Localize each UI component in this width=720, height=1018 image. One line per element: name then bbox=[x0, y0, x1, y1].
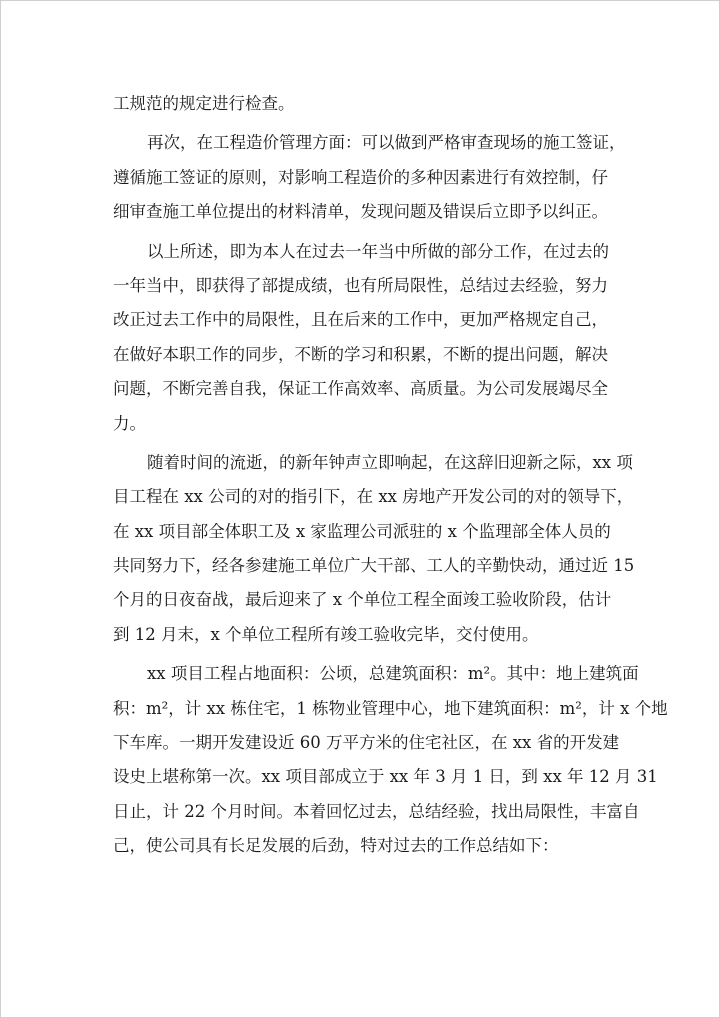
paragraph-line: 细审查施工单位提出的材料清单，发现问题及错误后立即予以纠正。 bbox=[113, 202, 608, 222]
paragraph-line: 在 xx 项目部全体职工及 x 家监理公司派驻的 x 个监理部全体人员的 bbox=[113, 521, 611, 541]
paragraph-4 bbox=[113, 446, 635, 652]
paragraph-line: 日止，计 22 个月时间。本着回忆过去，总结经验，找出局限性，丰富自 bbox=[113, 801, 640, 821]
paragraph-3 bbox=[113, 235, 613, 441]
paragraph-line: 到 12 月末，x 个单位工程所有竣工验收完毕，交付使用。 bbox=[113, 624, 539, 644]
paragraph-line: 一年当中，即获得了部提成绩，也有所局限性，总结过去经验，努力 bbox=[113, 275, 608, 295]
paragraph-5 bbox=[113, 657, 668, 863]
paragraph-line: 下车库。一期开发建设近 60 万平方米的住宅社区，在 xx 省的开发建 bbox=[113, 733, 620, 753]
paragraph-line: 在做好本职工作的同步，不断的学习和积累，不断的提出问题，解决 bbox=[113, 344, 608, 364]
paragraph-line: 设史上堪称第一次。xx 项目部成立于 xx 年 3 月 1 日，到 xx 年 12 月 31 bbox=[113, 767, 658, 787]
document-body bbox=[113, 87, 668, 869]
paragraph-line: 积：m²，计 xx 栋住宅，1 栋物业管理中心，地下建筑面积：m²，计 x 个地 bbox=[113, 698, 668, 718]
paragraph-line: 改正过去工作中的局限性，且在后来的工作中，更加严格规定自己， bbox=[113, 310, 608, 330]
paragraph-line: xx 项目工程占地面积：公顷，总建筑面积：m²。其中：地上建筑面 bbox=[147, 664, 639, 684]
paragraph-line: 随着时间的流逝，的新年钟声立即响起，在这辞旧迎新之际，xx 项 bbox=[147, 452, 633, 472]
paragraph-line: 遵循施工签证的原则，对影响工程造价的多种因素进行有效控制，仔 bbox=[113, 167, 608, 187]
paragraph-line: 共同努力下，经各参建施工单位广大干部、工人的辛勤快动，通过近 15 bbox=[113, 556, 635, 576]
paragraph-line: 个月的日夜奋战，最后迎来了 x 个单位工程全面竣工验收阶段，估计 bbox=[113, 590, 612, 610]
paragraph-line: 己，使公司具有长足发展的后劲，特对过去的工作总结如下： bbox=[113, 836, 559, 856]
paragraph-1 bbox=[113, 87, 613, 121]
paragraph-2 bbox=[113, 126, 626, 229]
paragraph-line: 问题，不断完善自我，保证工作高效率、高质量。为公司发展竭尽全 bbox=[113, 379, 608, 399]
paragraph-line: 以上所述，即为本人在过去一年当中所做的部分工作，在过去的 bbox=[147, 241, 609, 261]
paragraph-line: 力。 bbox=[113, 413, 146, 433]
paragraph-line: 目工程在 xx 公司的对的指引下，在 xx 房地产开发公司的对的领导下， bbox=[113, 487, 634, 507]
paragraph-line: 工规范的规定进行检查。 bbox=[113, 94, 295, 113]
paragraph-line: 再次，在工程造价管理方面：可以做到严格审查现场的施工签证， bbox=[147, 133, 626, 153]
